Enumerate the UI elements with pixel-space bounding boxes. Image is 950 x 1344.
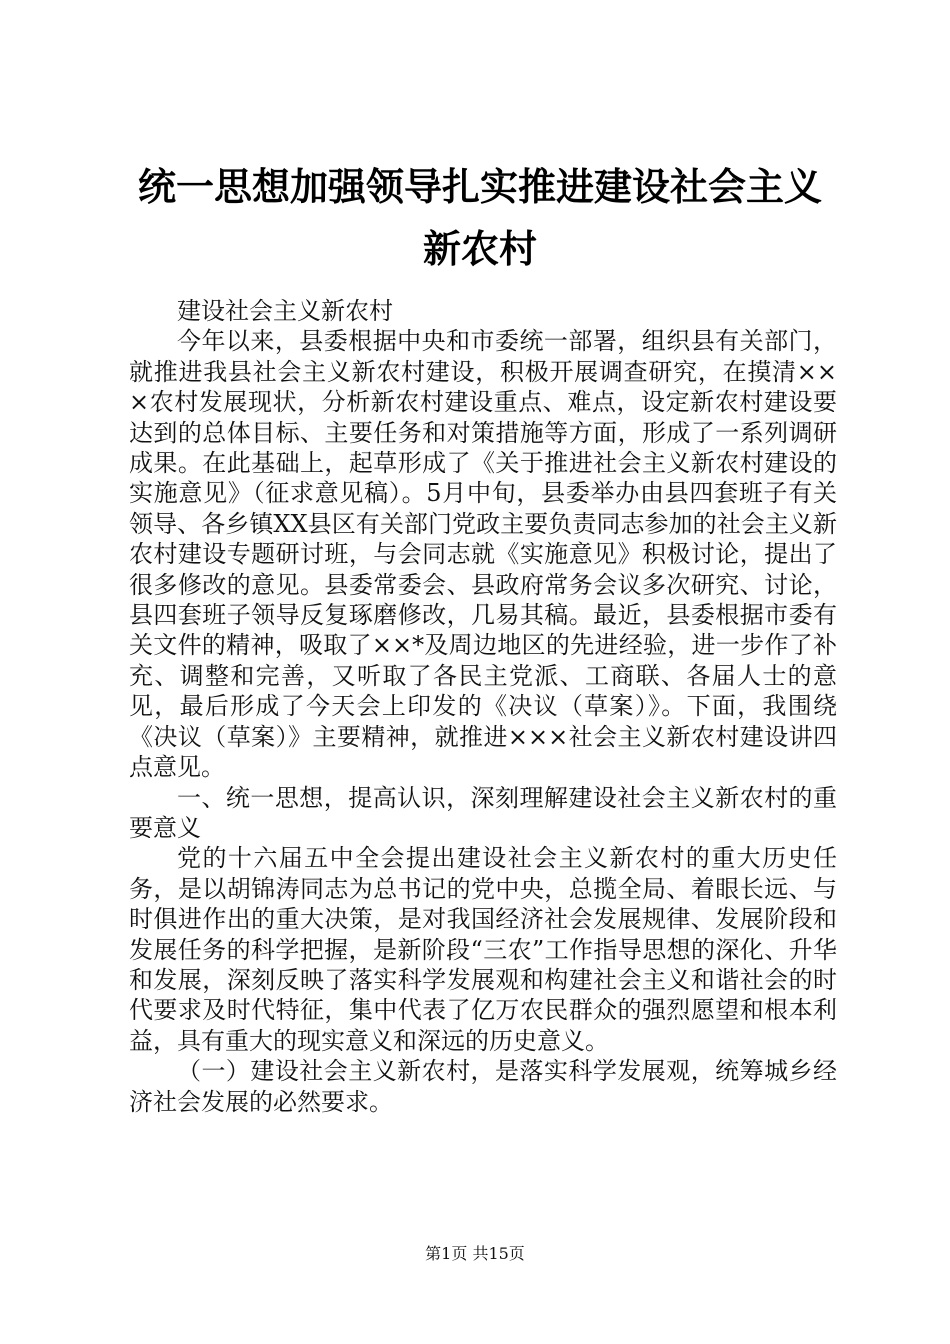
page-footer: 第1页 共15页 <box>425 1244 525 1263</box>
section-heading-1: 一、统一思想，提高认识，深刻理解建设社会主义新农村的重要意义 <box>129 783 837 842</box>
paragraph-subtitle: 建设社会主义新农村 <box>177 297 393 325</box>
paragraph-intro: 今年以来，县委根据中央和市委统一部署，组织县有关部门，就推进我县社会主义新农村建设，积极开展调查研究，在摸清×××农村发展现状，分析新农村建设重点、难点，设定新农村建设要达到的总体目标、主要任务和对策措施等方面，形成了一系列调研成果。在此基础上，起草形成了《关于推进社会主义新农村建设的实施意见》（征求意见稿）。5月中旬，县委举办由县四套班子有关领导、各乡镇XX县区有关部门党政主要负责同志参加的社会主义新农村建设专题研讨班，与会同志就《实施意见》积极讨论，提出了很多修改的意见。县委常委会、县政府常务会议多次研究、讨论，县四套班子领导反复琢磨修改，几易其稿。最近，县委根据市委有关文件的精神，吸取了××*及周边地区的先进经验，进一步作了补充、调整和完善，又听取了各民主党派、工商联、各届人士的意见，最后形成了今天会上印发的《决议（草案）》。下面，我围绕《决议（草案）》主要精神，就推进×××社会主义新农村建设讲四点意见。 <box>129 327 837 782</box>
paragraph-section-1: 党的十六届五中全会提出建设社会主义新农村的重大历史任务，是以胡锦涛同志为总书记的党中央，总揽全局、着眼长远、与时俱进作出的重大决策，是对我国经济社会发展规律、发展阶段和发展任务的科学把握，是新阶段“三农”工作指导思想的深化、升华和发展，深刻反映了落实科学发展观和构建社会主义和谐社会的时代要求及时代特征，集中代表了亿万农民群众的强烈愿望和根本利益，具有重大的现实意义和深远的历史意义。 <box>129 844 837 1055</box>
document-body <box>129 296 837 1117</box>
document-title: 统一思想加强领导扎实推进建设社会主义新农村 <box>137 165 822 271</box>
subsection-heading-1: （一）建设社会主义新农村，是落实科学发展观，统筹城乡经济社会发展的必然要求。 <box>129 1057 837 1116</box>
